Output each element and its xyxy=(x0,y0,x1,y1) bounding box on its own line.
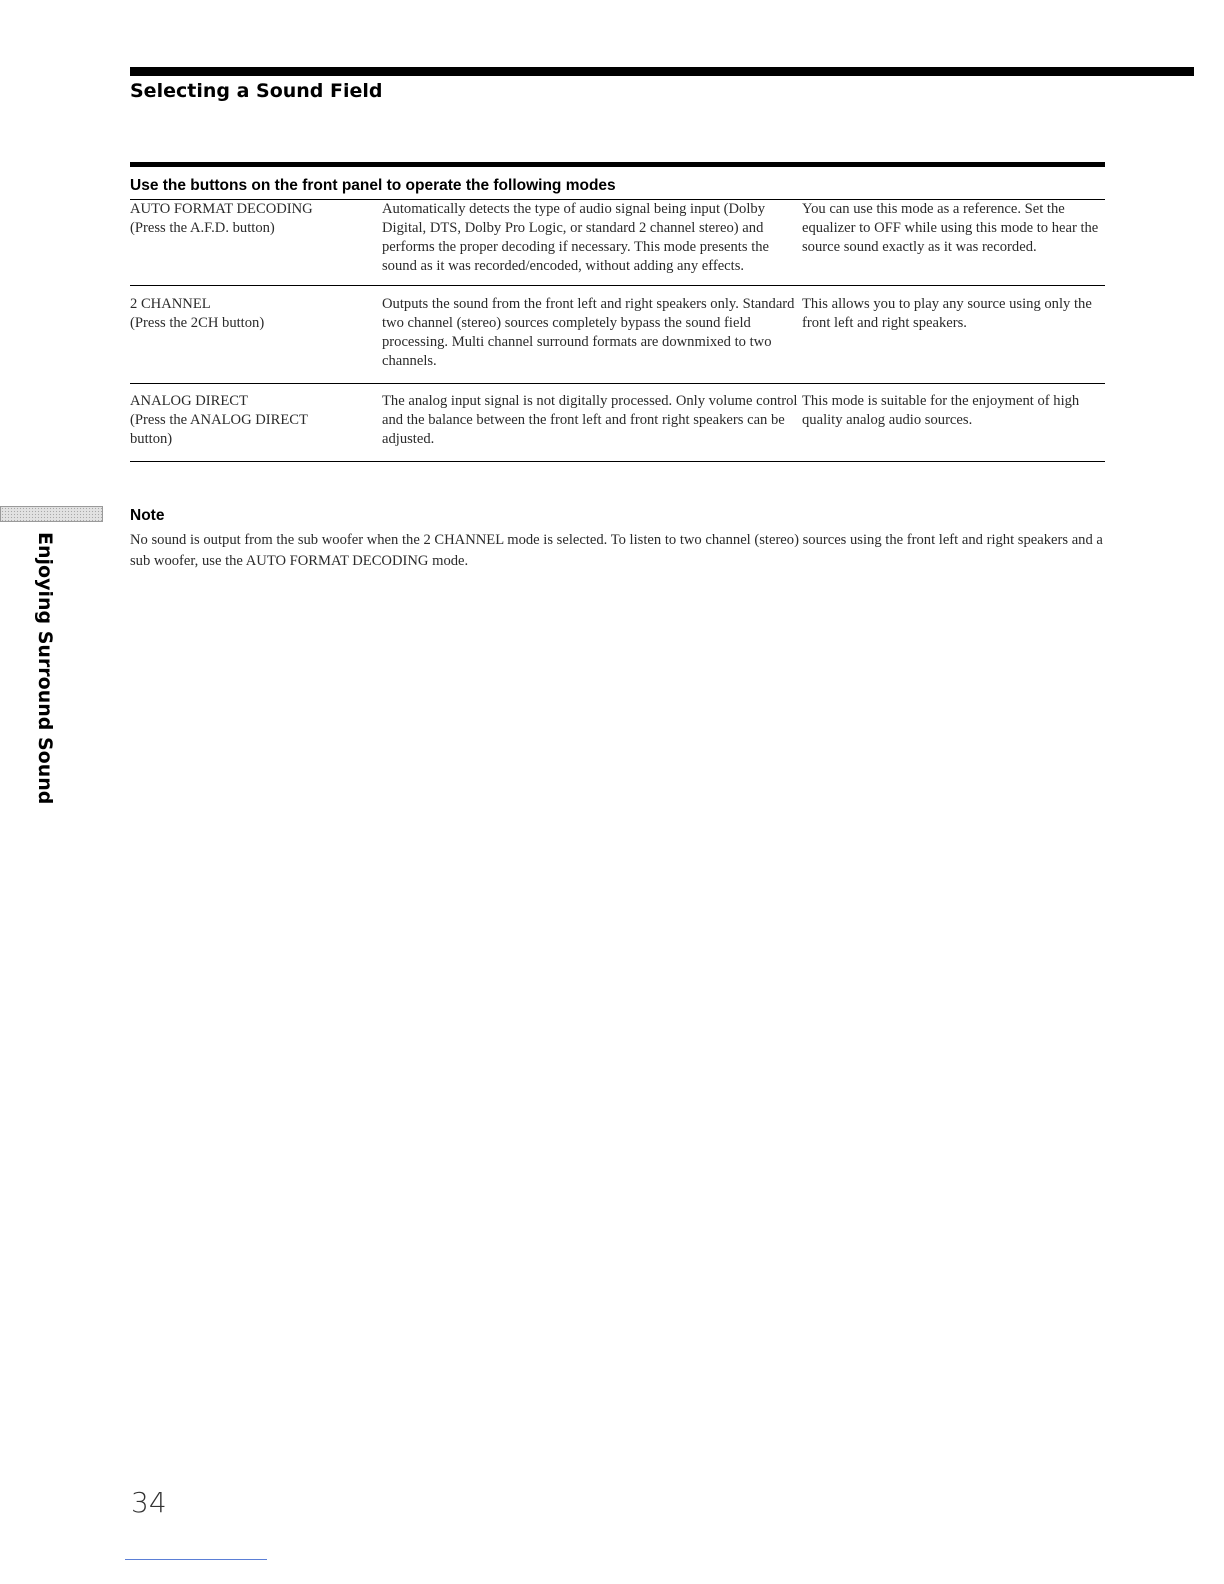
side-tab-label: Enjoying Surround Sound xyxy=(34,532,56,805)
mode-name-cell xyxy=(130,392,382,449)
modes-table-heading: Use the buttons on the front panel to operate the following modes xyxy=(130,167,1105,200)
mode-description: Automatically detects the type of audio signal being input (Dolby Digital, DTS, Dolby Pro Logic, or standard 2 channel stereo) and performs the proper decoding if necessary. This mode presents the sound as it was recorded/encoded, without adding any effects. xyxy=(382,201,770,274)
mode-name: 2 CHANNEL xyxy=(130,296,211,312)
side-tab-marker xyxy=(0,506,103,522)
mode-row-analog-direct xyxy=(130,384,1105,462)
note-section xyxy=(130,507,1105,572)
mode-button-hint: (Press the ANALOG DIRECT button) xyxy=(130,412,308,447)
mode-description: The analog input signal is not digitally processed. Only volume control and the balance between the front left and front right speakers can be adjusted. xyxy=(382,393,798,447)
top-rule xyxy=(130,67,1194,76)
mode-row-auto-format-decoding xyxy=(130,200,1105,286)
mode-button-hint: (Press the 2CH button) xyxy=(130,315,265,331)
mode-name-cell xyxy=(130,200,382,276)
modes-table xyxy=(130,162,1105,462)
mode-description: Outputs the sound from the front left and right speakers only. Standard two channel (stereo) sources completely bypass the sound field processing. Multi channel surround formats are downmixed to two channels. xyxy=(382,296,795,369)
mode-button-hint: (Press the A.F.D. button) xyxy=(130,220,275,236)
footer-rule xyxy=(125,1559,267,1560)
mode-note: This mode is suitable for the enjoyment of high quality analog audio sources. xyxy=(802,393,1080,428)
mode-row-2-channel xyxy=(130,286,1105,384)
mode-note: This allows you to play any source using only the front left and right speakers. xyxy=(802,296,1092,331)
mode-name: ANALOG DIRECT xyxy=(130,393,248,409)
mode-note: You can use this mode as a reference. Set the equalizer to OFF while using this mode to hear the source sound exactly as it was recorded. xyxy=(802,201,1099,255)
mode-name-cell xyxy=(130,295,382,371)
section-title: Selecting a Sound Field xyxy=(130,80,383,102)
page-number: 34 xyxy=(131,1486,167,1519)
note-text: No sound is output from the sub woofer when the 2 CHANNEL mode is selected. To listen to two channel (stereo) sources using the front left and right speakers and a sub woofer, use the AUTO FORMAT DECODING mode. xyxy=(130,532,1103,569)
note-title: Note xyxy=(130,507,165,524)
mode-name: AUTO FORMAT DECODING xyxy=(130,201,313,217)
